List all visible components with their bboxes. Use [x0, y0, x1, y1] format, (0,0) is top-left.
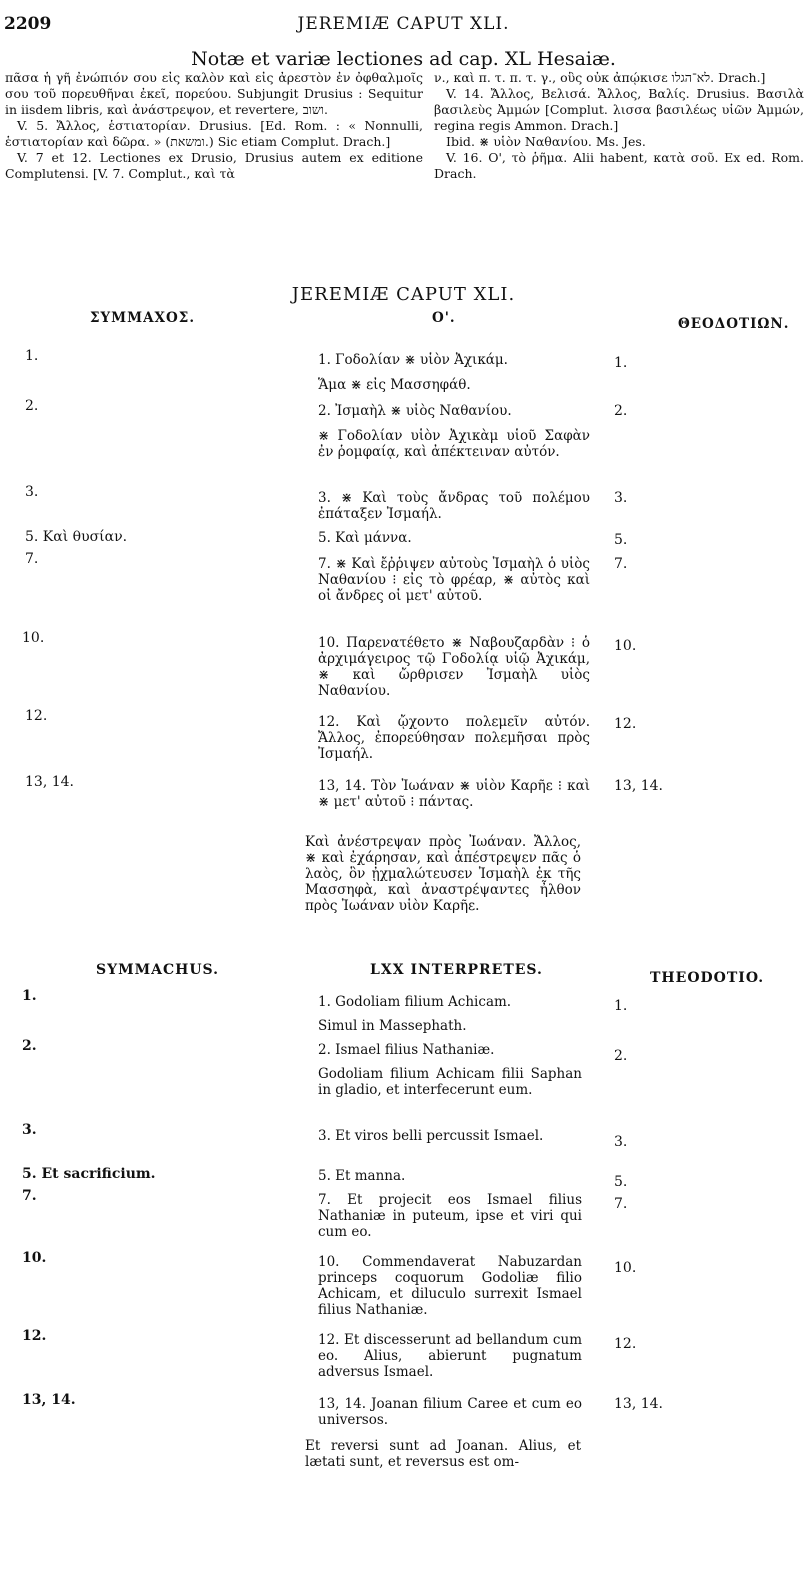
- latin-theo-cell: 1.: [614, 998, 628, 1014]
- greek-theo-cell: 5.: [614, 532, 628, 548]
- latin-theo-cell: 3.: [614, 1134, 628, 1150]
- notes-title: Notæ et variæ lectiones ad cap. XL Hesaiæ.: [191, 48, 616, 70]
- page-number: 2209: [4, 14, 52, 34]
- notes-left-column: [5, 70, 423, 182]
- greek-sym-cell: 10.: [22, 630, 45, 646]
- latin-theo-cell: 12.: [614, 1336, 637, 1352]
- note-paragraph: Ibid. ⋇ υἱὸν Ναθανίου. Ms. Jes.: [446, 134, 646, 149]
- greek-col-theodotion: ΘΕΟΔΟΤΙΩΝ.: [678, 316, 790, 332]
- greek-lxx-cell: 10. Παρενατέθετο ⋇ Ναβουζαρδὰν ⁝ ὁ ἀρχιμάγειρος τῷ Γοδολίᾳ υἱῷ Ἀχικάμ, ⋇ καὶ ὤρθρισεν Ἰσμαὴλ υἱὸς Ναθανίου.: [318, 635, 590, 699]
- greek-section-title: JEREMIÆ CAPUT XLI.: [291, 284, 516, 305]
- page-title: JEREMIÆ CAPUT XLI.: [297, 14, 510, 34]
- greek-sym-cell: 5. Καὶ θυσίαν.: [25, 529, 128, 545]
- greek-sym-cell: 13, 14.: [25, 774, 74, 790]
- greek-lxx-cell: ⋇ Γοδολίαν υἱὸν Ἀχικὰμ υἱοῦ Σαφὰν ἐν ῥομφαίᾳ, καὶ ἀπέκτειναν αὐτόν.: [318, 428, 590, 460]
- latin-lxx-cell: Simul in Massephath.: [318, 1018, 467, 1034]
- greek-lxx-cell: 1. Γοδολίαν ⋇ υἱὸν Ἀχικάμ.: [318, 352, 508, 368]
- greek-theo-cell: 1.: [614, 355, 628, 371]
- latin-col-theodotion: THEODOTIO.: [650, 970, 765, 986]
- latin-sym-cell: 10.: [22, 1250, 47, 1266]
- latin-lxx-cell: 7. Et projecit eos Ismael filius Nathaniæ in puteum, ipse et viri qui cum eo.: [318, 1192, 582, 1240]
- latin-theo-cell: 10.: [614, 1260, 637, 1276]
- greek-col-symmachus: ΣΥΜΜΑΧΟΣ.: [90, 310, 196, 326]
- greek-lxx-cell: 2. Ἰσμαὴλ ⋇ υἱὸς Ναθανίου.: [318, 403, 512, 419]
- greek-lxx-cell: 5. Καὶ μάννα.: [318, 530, 412, 546]
- greek-lxx-cell: 12. Καὶ ᾤχοντο πολεμεῖν αὐτόν. Ἄλλος, ἐπορεύθησαν πολεμῆσαι πρὸς Ἰσμαήλ.: [318, 714, 590, 762]
- latin-lxx-cell: Godoliam filium Achicam filii Saphan in gladio, et interfecerunt eum.: [318, 1066, 582, 1098]
- latin-col-lxx: LXX INTERPRETES.: [370, 962, 543, 978]
- greek-theo-cell: 13, 14.: [614, 778, 663, 794]
- greek-lxx-cell: Καὶ ἀνέστρεψαν πρὸς Ἰωάναν. Ἄλλος, ⋇ καὶ ἐχάρησαν, καὶ ἀπέστρεψεν πᾶς ὁ λαὸς, ὃν ᾐχμαλώτευσεν Ἰσμαὴλ ἐκ τῆς Μασσηφὰ, καὶ ἀναστρέψαντες ἦλθον πρὸς Ἰωάναν υἱὸν Καρῆε.: [305, 834, 581, 914]
- greek-lxx-cell: Ἅμα ⋇ εἰς Μασσηφάθ.: [318, 377, 471, 393]
- note-paragraph: V. 14. Ἄλλος, Βελισά. Ἄλλος, Βαλίς. Drusius. Βασιλὰ βασιλεὺς Ἀμμών [Complut. λισσα βασιλέως υἱῶν Ἀμμών, regina regis Ammon. Drach.]: [434, 86, 804, 133]
- latin-lxx-cell: 2. Ismael filius Nathaniæ.: [318, 1042, 495, 1058]
- latin-theo-cell: 5.: [614, 1174, 628, 1190]
- latin-theo-cell: 13, 14.: [614, 1396, 663, 1412]
- greek-theo-cell: 12.: [614, 716, 637, 732]
- latin-sym-cell: 7.: [22, 1188, 37, 1204]
- latin-lxx-cell: 12. Et discesserunt ad bellandum cum eo. Alius, abierunt pugnatum adversus Ismael.: [318, 1332, 582, 1380]
- latin-lxx-cell: 10. Commendaverat Nabuzardan princeps coquorum Godoliæ filio Achicam, et diluculo surrexit Ismael filius Nathaniæ.: [318, 1254, 582, 1318]
- latin-lxx-cell: Et reversi sunt ad Joanan. Alius, et lætati sunt, et reversus est om-: [305, 1438, 581, 1470]
- latin-lxx-cell: 5. Et manna.: [318, 1168, 406, 1184]
- note-paragraph: πᾶσα ἡ γῆ ἐνώπιόν σου εἰς καλὸν καὶ εἰς ἀρεστὸν ἐν ὀφθαλμοῖς σου τοῦ πορευθῆναι ἐκεῖ, πορεύου. Subjungit Drusius : Sequitur in iisdem libris, καὶ ἀνάστρεψον, et revertere, ושוב.: [5, 70, 423, 117]
- greek-col-lxx: Ο'.: [432, 310, 456, 326]
- greek-sym-cell: 7.: [25, 551, 39, 567]
- latin-lxx-cell: 13, 14. Joanan filium Caree et cum eo universos.: [318, 1396, 582, 1428]
- latin-theo-cell: 2.: [614, 1048, 628, 1064]
- greek-lxx-cell: 3. ⋇ Καὶ τοὺς ἄνδρας τοῦ πολέμου ἐπάταξεν Ἰσμαήλ.: [318, 490, 590, 522]
- note-paragraph: V. 7 et 12. Lectiones ex Drusio, Drusius autem ex editione Complutensi. [V. 7. Complut., καὶ τὰ: [5, 150, 423, 181]
- greek-lxx-cell: 7. ⋇ Καὶ ἔῤῥιψεν αὐτοὺς Ἰσμαὴλ ὁ υἱὸς Ναθανίου ⁝ εἰς τὸ φρέαρ, ⋇ αὐτὸς καὶ οἱ ἄνδρες οἱ μετ' αὐτοῦ.: [318, 556, 590, 604]
- latin-col-symmachus: SYMMACHUS.: [96, 962, 220, 978]
- greek-theo-cell: 7.: [614, 556, 628, 572]
- latin-theo-cell: 7.: [614, 1196, 628, 1212]
- greek-theo-cell: 3.: [614, 490, 628, 506]
- latin-sym-cell: 2.: [22, 1038, 37, 1054]
- greek-sym-cell: 3.: [25, 484, 39, 500]
- greek-lxx-cell: 13, 14. Τὸν Ἰωάναν ⋇ υἱὸν Καρῆε ⁝ καὶ ⋇ μετ' αὐτοῦ ⁝ πάντας.: [318, 778, 590, 810]
- greek-sym-cell: 2.: [25, 398, 39, 414]
- latin-sym-cell: 5. Et sacrificium.: [22, 1166, 156, 1182]
- latin-lxx-cell: 3. Et viros belli percussit Ismael.: [318, 1128, 544, 1144]
- latin-lxx-cell: 1. Godoliam filium Achicam.: [318, 994, 512, 1010]
- latin-sym-cell: 13, 14.: [22, 1392, 76, 1408]
- greek-sym-cell: 12.: [25, 708, 48, 724]
- note-paragraph: V. 5. Ἄλλος, ἑστιατορίαν. Drusius. [Ed. Rom. : « Nonnulli, ἑστιατορίαν καὶ δῶρα. » (ומשאת.) Sic etiam Complut. Drach.]: [5, 118, 423, 149]
- note-paragraph: ν., καὶ π. τ. π. τ. γ., οὓς οὐκ ἀπῴκισε ‏לא־הגלו‏. Drach.]: [434, 70, 766, 85]
- latin-sym-cell: 3.: [22, 1122, 37, 1138]
- latin-sym-cell: 12.: [22, 1328, 47, 1344]
- greek-sym-cell: 1.: [25, 348, 39, 364]
- latin-sym-cell: 1.: [22, 988, 37, 1004]
- greek-theo-cell: 10.: [614, 638, 637, 654]
- notes-right-column: [434, 70, 804, 182]
- greek-theo-cell: 2.: [614, 403, 628, 419]
- note-paragraph: V. 16. Ο', τὸ ῥῆμα. Alii habent, κατὰ σοῦ. Ex ed. Rom. Drach.: [434, 150, 804, 181]
